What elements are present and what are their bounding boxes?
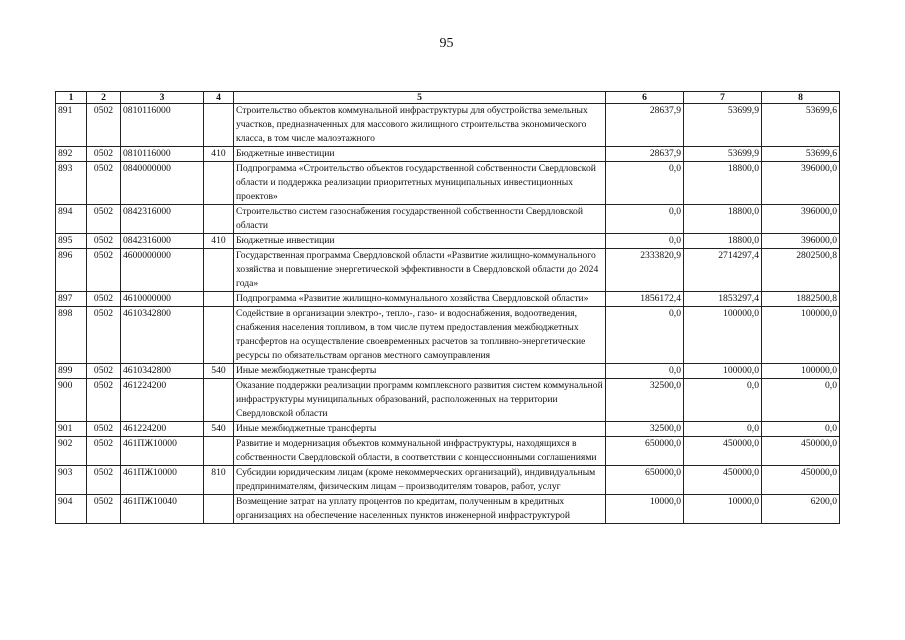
amount-col-7-cell: 0,0 (684, 379, 762, 422)
section-code-cell: 0502 (87, 205, 121, 234)
item-name-cell: Государственная программа Свердловской области «Развитие жилищно-коммунального хозяйства и повышение энергетической эффективности в Свердловской области до 2024 года» (234, 249, 606, 292)
page-number: 95 (439, 36, 454, 51)
table-row (56, 379, 840, 422)
target-article-cell: 0840000000 (121, 162, 204, 205)
row-number-cell: 902 (56, 437, 87, 466)
budget-table (55, 91, 840, 524)
header-col-2: 2 (87, 92, 121, 104)
item-name-cell: Бюджетные инвестиции (234, 147, 606, 162)
amount-col-8-cell: 0,0 (762, 379, 840, 422)
row-number-cell: 896 (56, 249, 87, 292)
target-article-cell: 4600000000 (121, 249, 204, 292)
section-code-cell: 0502 (87, 249, 121, 292)
header-col-5: 5 (234, 92, 606, 104)
section-code-cell: 0502 (87, 147, 121, 162)
row-number-cell: 892 (56, 147, 87, 162)
amount-col-7-cell: 450000,0 (684, 437, 762, 466)
item-name-cell: Бюджетные инвестиции (234, 234, 606, 249)
amount-col-6-cell: 0,0 (606, 205, 684, 234)
amount-col-6-cell: 650000,0 (606, 466, 684, 495)
expense-type-cell (204, 104, 234, 147)
expense-type-cell (204, 162, 234, 205)
target-article-cell: 4610000000 (121, 292, 204, 307)
amount-col-6-cell: 32500,0 (606, 422, 684, 437)
section-code-cell: 0502 (87, 104, 121, 147)
expense-type-cell (204, 307, 234, 364)
item-name-cell: Иные межбюджетные трансферты (234, 422, 606, 437)
row-number-cell: 891 (56, 104, 87, 147)
section-code-cell: 0502 (87, 162, 121, 205)
target-article-cell: 0810116000 (121, 147, 204, 162)
target-article-cell: 0842316000 (121, 234, 204, 249)
table-row (56, 466, 840, 495)
header-col-8: 8 (762, 92, 840, 104)
expense-type-cell (204, 292, 234, 307)
amount-col-7-cell: 10000,0 (684, 495, 762, 524)
section-code-cell: 0502 (87, 307, 121, 364)
amount-col-8-cell: 396000,0 (762, 162, 840, 205)
target-article-cell: 461ПЖ10000 (121, 437, 204, 466)
table-row (56, 364, 840, 379)
expense-type-cell: 540 (204, 422, 234, 437)
row-number-cell: 893 (56, 162, 87, 205)
section-code-cell: 0502 (87, 292, 121, 307)
expense-type-cell: 810 (204, 466, 234, 495)
item-name-cell: Развитие и модернизация объектов коммунальной инфраструктуры, находящихся в собственности Свердловской области, в соответствии с концессионными соглашениями (234, 437, 606, 466)
item-name-cell: Подпрограмма «Развитие жилищно-коммунального хозяйства Свердловской области» (234, 292, 606, 307)
item-name-cell: Строительство объектов коммунальной инфраструктуры для обустройства земельных участков, предназначенных для массового жилищного строительства экономического класса, в том числе малоэтажного (234, 104, 606, 147)
amount-col-6-cell: 0,0 (606, 234, 684, 249)
expense-type-cell (204, 205, 234, 234)
amount-col-6-cell: 10000,0 (606, 495, 684, 524)
amount-col-8-cell: 53699,6 (762, 104, 840, 147)
amount-col-8-cell: 396000,0 (762, 234, 840, 249)
header-col-7: 7 (684, 92, 762, 104)
amount-col-8-cell: 100000,0 (762, 364, 840, 379)
table-row (56, 422, 840, 437)
table-row (56, 292, 840, 307)
amount-col-6-cell: 0,0 (606, 162, 684, 205)
target-article-cell: 0810116000 (121, 104, 204, 147)
table-row (56, 495, 840, 524)
row-number-cell: 897 (56, 292, 87, 307)
amount-col-8-cell: 0,0 (762, 422, 840, 437)
amount-col-6-cell: 32500,0 (606, 379, 684, 422)
expense-type-cell (204, 249, 234, 292)
row-number-cell: 901 (56, 422, 87, 437)
expense-type-cell: 410 (204, 234, 234, 249)
row-number-cell: 904 (56, 495, 87, 524)
item-name-cell: Возмещение затрат на уплату процентов по кредитам, полученным в кредитных организациях на обеспечение населенных пунктов инженерной инфраструктурой (234, 495, 606, 524)
amount-col-7-cell: 18800,0 (684, 234, 762, 249)
amount-col-6-cell: 28637,9 (606, 104, 684, 147)
amount-col-6-cell: 0,0 (606, 307, 684, 364)
amount-col-8-cell: 2802500,8 (762, 249, 840, 292)
section-code-cell: 0502 (87, 379, 121, 422)
section-code-cell: 0502 (87, 364, 121, 379)
amount-col-7-cell: 450000,0 (684, 466, 762, 495)
table-row (56, 234, 840, 249)
amount-col-7-cell: 18800,0 (684, 162, 762, 205)
expense-type-cell (204, 379, 234, 422)
item-name-cell: Субсидии юридическим лицам (кроме некоммерческих организаций), индивидуальным предпринимателям, физическим лицам – производителям товаров, работ, услуг (234, 466, 606, 495)
amount-col-7-cell: 2714297,4 (684, 249, 762, 292)
table-header-row (56, 92, 840, 104)
amount-col-6-cell: 1856172,4 (606, 292, 684, 307)
section-code-cell: 0502 (87, 234, 121, 249)
table-row (56, 162, 840, 205)
amount-col-8-cell: 6200,0 (762, 495, 840, 524)
table-row (56, 307, 840, 364)
expense-type-cell: 540 (204, 364, 234, 379)
amount-col-7-cell: 53699,9 (684, 147, 762, 162)
amount-col-6-cell: 650000,0 (606, 437, 684, 466)
table-row (56, 437, 840, 466)
amount-col-8-cell: 1882500,8 (762, 292, 840, 307)
amount-col-8-cell: 100000,0 (762, 307, 840, 364)
row-number-cell: 900 (56, 379, 87, 422)
target-article-cell: 461224200 (121, 422, 204, 437)
target-article-cell: 4610342800 (121, 364, 204, 379)
table-row (56, 104, 840, 147)
amount-col-7-cell: 18800,0 (684, 205, 762, 234)
amount-col-8-cell: 53699,6 (762, 147, 840, 162)
amount-col-6-cell: 28637,9 (606, 147, 684, 162)
section-code-cell: 0502 (87, 495, 121, 524)
expense-type-cell (204, 495, 234, 524)
target-article-cell: 4610342800 (121, 307, 204, 364)
amount-col-7-cell: 1853297,4 (684, 292, 762, 307)
header-col-6: 6 (606, 92, 684, 104)
target-article-cell: 0842316000 (121, 205, 204, 234)
row-number-cell: 894 (56, 205, 87, 234)
item-name-cell: Содействие в организации электро-, тепло-, газо- и водоснабжения, водоотведения, снабжения населения топливом, в том числе путем предоставления межбюджетных трансфертов на осуществление своевременных расчетов за топливно-энергетические ресурсы по обязательствам органов местного самоуправления (234, 307, 606, 364)
amount-col-8-cell: 396000,0 (762, 205, 840, 234)
table-row (56, 147, 840, 162)
section-code-cell: 0502 (87, 466, 121, 495)
table-row (56, 249, 840, 292)
target-article-cell: 461224200 (121, 379, 204, 422)
amount-col-8-cell: 450000,0 (762, 437, 840, 466)
amount-col-6-cell: 2333820,9 (606, 249, 684, 292)
amount-col-7-cell: 100000,0 (684, 307, 762, 364)
row-number-cell: 895 (56, 234, 87, 249)
header-col-4: 4 (204, 92, 234, 104)
section-code-cell: 0502 (87, 422, 121, 437)
row-number-cell: 898 (56, 307, 87, 364)
amount-col-7-cell: 53699,9 (684, 104, 762, 147)
amount-col-7-cell: 100000,0 (684, 364, 762, 379)
item-name-cell: Иные межбюджетные трансферты (234, 364, 606, 379)
header-col-3: 3 (121, 92, 204, 104)
table-row (56, 205, 840, 234)
target-article-cell: 461ПЖ10040 (121, 495, 204, 524)
target-article-cell: 461ПЖ10000 (121, 466, 204, 495)
expense-type-cell (204, 437, 234, 466)
row-number-cell: 903 (56, 466, 87, 495)
amount-col-7-cell: 0,0 (684, 422, 762, 437)
row-number-cell: 899 (56, 364, 87, 379)
header-col-1: 1 (56, 92, 87, 104)
item-name-cell: Оказание поддержки реализации программ комплексного развития систем коммунальной инфраструктуры муниципальных образований, расположенных на территории Свердловской области (234, 379, 606, 422)
section-code-cell: 0502 (87, 437, 121, 466)
table-body (56, 104, 840, 524)
item-name-cell: Подпрограмма «Строительство объектов государственной собственности Свердловской области и поддержка реализации приоритетных муниципальных инвестиционных проектов» (234, 162, 606, 205)
item-name-cell: Строительство систем газоснабжения государственной собственности Свердловской области (234, 205, 606, 234)
amount-col-8-cell: 450000,0 (762, 466, 840, 495)
amount-col-6-cell: 0,0 (606, 364, 684, 379)
expense-type-cell: 410 (204, 147, 234, 162)
